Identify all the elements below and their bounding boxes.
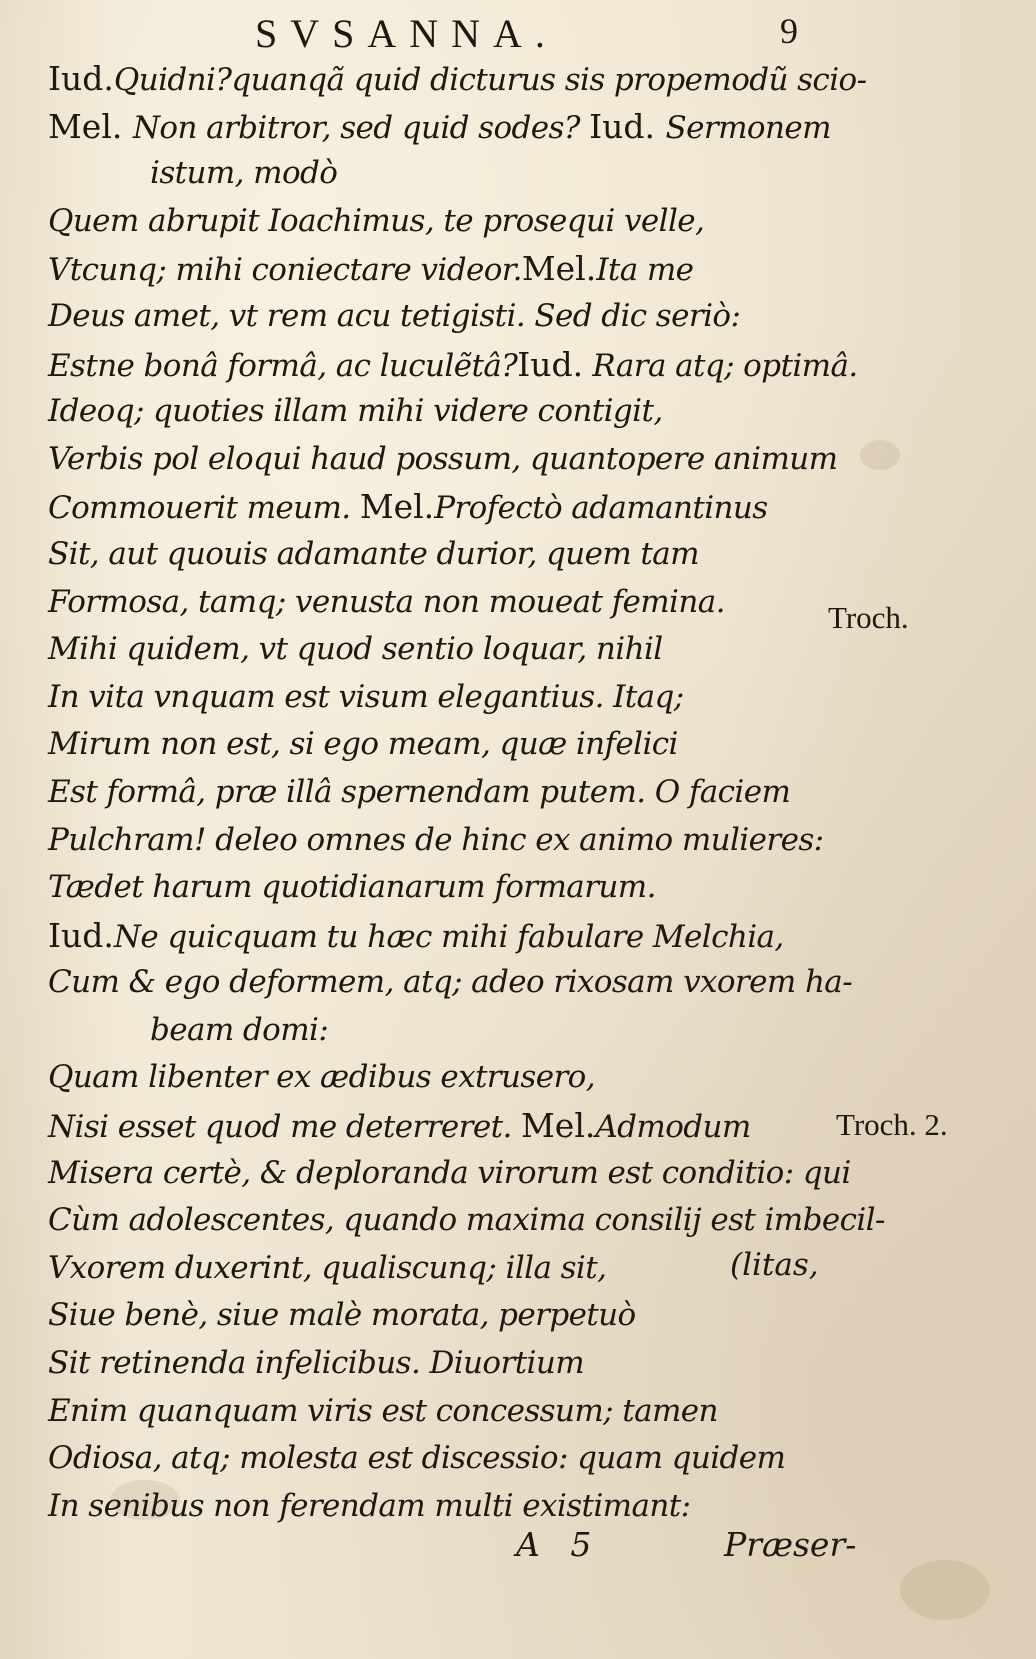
text-line <box>48 388 848 436</box>
verse-text-segment: Quem abrupit Ioachimus, te prosequi velle, <box>48 202 705 239</box>
verse-text-segment: Sermonem <box>665 109 831 146</box>
verse-text-segment: Sit, aut quouis adamante durior, quem tam <box>48 535 699 572</box>
speaker-label: Iud. <box>48 59 114 98</box>
speaker-label: Mel. <box>521 1106 596 1146</box>
text-line <box>48 1150 851 1198</box>
margin-note-troch: Troch. <box>828 600 909 635</box>
paper-stain <box>860 440 900 470</box>
text-line <box>48 674 848 722</box>
verse-text-segment: Profectò adamantinus <box>434 490 768 527</box>
page-footer <box>0 1525 1036 1585</box>
verse-text-segment: Quam libenter ex ædibus extrusero, <box>48 1059 595 1096</box>
verse-text-segment: Estne bonâ formâ, ac luculẽtâ? <box>48 347 518 384</box>
text-line <box>48 198 848 246</box>
text-line <box>48 293 848 341</box>
text-line <box>48 864 848 912</box>
text-line <box>48 1245 848 1293</box>
text-line <box>48 1435 848 1483</box>
verse-text-segment: Commouerit meum. <box>48 490 360 527</box>
text-line <box>48 55 867 103</box>
page-header <box>0 6 1036 56</box>
text-line <box>48 1292 848 1340</box>
text-line <box>48 103 848 151</box>
page-number: 9 <box>780 11 798 51</box>
text-line <box>48 1340 848 1388</box>
text-line <box>48 912 848 960</box>
text-line <box>48 626 848 674</box>
signature-mark: A 5 <box>516 1525 602 1564</box>
text-line <box>48 579 848 627</box>
text-line <box>48 959 853 1007</box>
verse-text-segment: Non arbitror, sed quid sodes? <box>132 109 590 146</box>
verse-text-segment: Ideoq; quoties illam mihi videre contigit, <box>48 393 663 430</box>
verse-text-segment: Quidni?quanqã quid dicturus sis propemodũ scio- <box>113 62 867 98</box>
running-title: SVSANNA. <box>255 11 558 56</box>
text-line <box>48 1102 848 1150</box>
text-line <box>48 721 848 769</box>
hanging-word: (litas, <box>730 1247 819 1283</box>
verse-text-segment: Misera certè, & deploranda virorum est conditio: qui <box>48 1154 851 1191</box>
verse-text-segment: Tædet harum quotidianarum formarum. <box>48 869 656 906</box>
verse-text-segment: Enim quanquam viris est concessum; tamen <box>48 1392 718 1429</box>
verse-text-segment: Vxorem duxerint, qualiscunq; illa sit, <box>48 1249 607 1286</box>
text-line <box>48 531 848 579</box>
verse-text-segment: Nisi esset quod me deterreret. <box>48 1109 522 1146</box>
verse-text-segment: Sit retinenda infelicibus. Diuortium <box>48 1345 585 1382</box>
verse-text-segment: Admodum <box>595 1109 751 1146</box>
verse-text-segment: Verbis pol eloqui haud possum, quantopere animum <box>48 440 838 477</box>
speaker-label: Mel. <box>521 249 597 289</box>
verse-text-segment: Ne quicquam tu hæc mihi fabulare Melchia, <box>113 918 784 955</box>
verse-text-segment: Odiosa, atq; molesta est discessio: quam quidem <box>48 1440 786 1477</box>
text-line <box>48 1483 848 1531</box>
verse-text-segment: Mihi quidem, vt quod sentio loquar, nihil <box>48 631 663 668</box>
verse-text-segment: Mirum non est, si ego meam, quæ infelici <box>48 726 678 763</box>
verse-text-segment: In senibus non ferendam multi existimant: <box>48 1487 691 1524</box>
text-line <box>48 483 848 531</box>
text-line <box>48 1007 848 1055</box>
text-line <box>48 769 848 817</box>
text-line <box>48 1054 848 1102</box>
speaker-label: Iud. <box>48 915 114 955</box>
text-line <box>48 150 848 198</box>
text-line <box>48 245 848 293</box>
speaker-label: Iud. <box>517 344 584 384</box>
speaker-label: Iud. <box>589 106 666 146</box>
text-line <box>48 1197 885 1245</box>
verse-text-segment: Cùm adolescentes, quando maxima consilij est imbecil- <box>48 1202 885 1239</box>
text-line <box>48 436 848 484</box>
verse-text-segment: Cum & ego deformem, atq; adeo rixosam vxorem ha- <box>48 964 853 1001</box>
speaker-label: Mel. <box>359 487 435 527</box>
verse-text-segment: Ita me <box>596 252 694 289</box>
verse-text-segment: istum, modò <box>150 155 338 192</box>
speaker-label: Mel. <box>48 106 133 146</box>
verse-text-segment: Formosa, tamq; venusta non moueat femina. <box>48 583 725 620</box>
verse-text-segment: beam domi: <box>150 1011 329 1048</box>
text-line <box>48 817 848 865</box>
verse-text-segment: In vita vnquam est visum elegantius. Itaq; <box>48 678 684 715</box>
verse-text-segment: Est formâ, præ illâ spernendam putem. O faciem <box>48 773 791 810</box>
verse-text-segment: Vtcunq; mihi coniectare videor. <box>48 252 522 289</box>
verse-text-segment: Deus amet, vt rem acu tetigisti. Sed dic seriò: <box>48 297 741 334</box>
text-line <box>48 1388 848 1436</box>
verse-text-segment: Pulchram! deleo omnes de hinc ex animo mulieres: <box>48 821 824 858</box>
margin-note-troch-2: Troch. 2. <box>836 1107 948 1142</box>
verse-text-segment: Siue benè, siue malè morata, perpetuò <box>48 1297 636 1334</box>
catchword: Præser- <box>724 1525 857 1564</box>
verse-text-segment: Rara atq; optimâ. <box>583 347 858 384</box>
text-line <box>48 341 858 389</box>
